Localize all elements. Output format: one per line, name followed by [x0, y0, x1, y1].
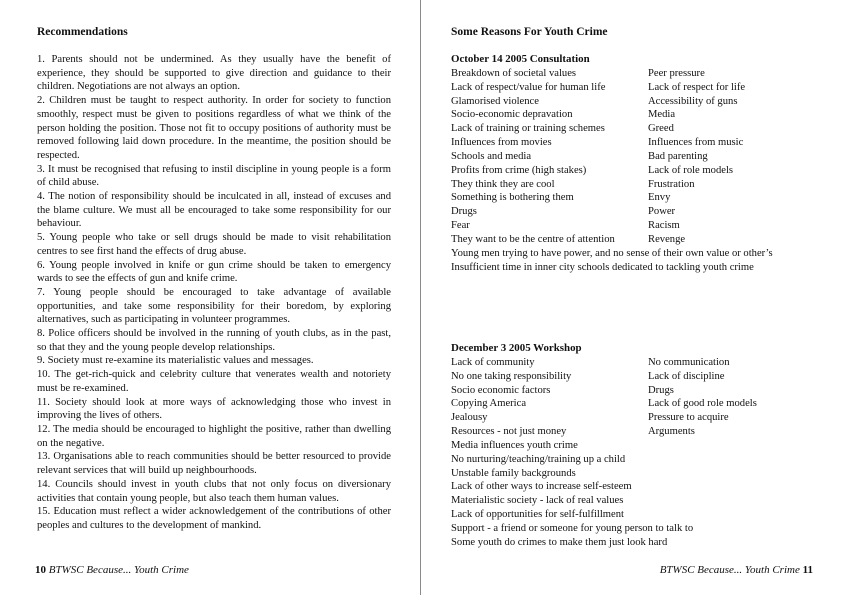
reason-item: Schools and media — [451, 150, 532, 162]
reason-item: Peer pressure — [648, 67, 705, 79]
reason-item: Materialistic society - lack of real values — [451, 495, 624, 507]
reason-item: No one taking responsibility — [451, 370, 572, 382]
reason-item: Copying America — [451, 398, 527, 410]
recommendations-list — [37, 53, 391, 533]
page-number: 10 — [35, 564, 46, 576]
recommendation-item: 2. Children must be taught to respect authority. In order for society to function smoothly, respect must be given to positions regardless of what we think of the person holding the position. Those not fit to occupy positions of authority must be removed following laid down procedure. In the meantime, the position should be respected. — [37, 95, 391, 161]
reason-item: Lack of discipline — [648, 370, 725, 382]
reason-item: Drugs — [648, 384, 674, 396]
recommendation-item: 8. Police officers should be involved in the running of youth clubs, as in the past, so that they and the young people develop relationships. — [37, 328, 391, 353]
consultation-full-items — [451, 247, 821, 275]
reason-item: Lack of community — [451, 356, 535, 368]
reason-item: Lack of other ways to increase self-esteem — [451, 481, 632, 493]
workshop-section — [451, 342, 821, 550]
recommendation-item: 5. Young people who take or sell drugs should be made to visit rehabilitation centres to see first hand the effects of drug abuse. — [37, 232, 391, 257]
workshop-full-items — [451, 439, 821, 550]
reason-item: Lack of respect/value for human life — [451, 81, 606, 93]
reason-item: Socio economic factors — [451, 384, 551, 396]
reason-item: Lack of opportunities for self-fulfillment — [451, 509, 624, 521]
footer-title: BTWSC Because... Youth Crime — [659, 564, 800, 576]
reason-item: Revenge — [648, 233, 686, 245]
reason-item: Breakdown of societal values — [451, 67, 577, 79]
recommendations-title: Recommendations — [37, 26, 128, 38]
page-number: 11 — [802, 564, 813, 576]
recommendation-item: 3. It must be recognised that refusing to instil discipline in young people is a form of child abuse. — [37, 163, 391, 189]
recommendation-item: 4. The notion of responsibility should be inculcated in all, instead of excuses and the blame culture. We must all be encouraged to take some responsibility for our behaviour. — [37, 191, 391, 230]
recommendation-item: 7. Young people should be encouraged to take advantage of available opportunities, and take some responsibility for their boredom, by exploring alternatives, such as participating in volunteer programmes. — [37, 286, 391, 326]
right-page-footer — [660, 563, 813, 577]
reason-item: Some youth do crimes to make them just look hard — [451, 536, 668, 548]
reason-item: Fear — [451, 220, 470, 232]
reason-item: No nurturing/teaching/training up a child — [451, 453, 626, 465]
recommendation-item: 11. Society should look at more ways of acknowledging those who invest in improving the lives of others. — [37, 396, 391, 422]
reason-item: Drugs — [451, 206, 477, 218]
reason-item: Bad parenting — [648, 150, 708, 162]
left-page-footer — [35, 563, 189, 577]
reason-item: Envy — [648, 192, 671, 204]
recommendation-item: 9. Society must re-examine its materialistic values and messages. — [37, 355, 314, 367]
reason-item: Lack of role models — [648, 164, 734, 176]
reason-item: Racism — [648, 220, 680, 232]
reason-item: Glamorised violence — [451, 95, 539, 107]
reason-item: Power — [648, 206, 676, 218]
reason-item: Influences from music — [648, 137, 744, 149]
recommendation-item: 12. The media should be encouraged to highlight the positive, rather than dwelling on the negative. — [37, 423, 391, 449]
reason-item: They think they are cool — [451, 178, 555, 190]
reason-item: Pressure to acquire — [648, 412, 729, 424]
reason-item: Support - a friend or someone for young person to talk to — [451, 522, 694, 534]
reason-item: Resources - not just money — [451, 426, 567, 438]
consultation-heading: October 14 2005 Consultation — [451, 53, 590, 65]
recommendation-item: 15. Education must reflect a wider acknowledgement of the contributions of other peoples and cultures to the development of mankind. — [37, 506, 391, 531]
reason-item: Young men trying to have power, and no sense of their own value or other’s — [451, 247, 773, 259]
footer-title: BTWSC Because... Youth Crime — [48, 564, 189, 576]
reason-item: Greed — [648, 123, 674, 135]
reason-item: Accessibility of guns — [648, 95, 738, 107]
right-page — [421, 0, 841, 595]
reason-item: Unstable family backgrounds — [451, 467, 576, 479]
workshop-grid — [451, 356, 821, 439]
recommendation-item: 13. Organisations able to reach communities should be better resourced to provide relevant services that will build up neighbourhoods. — [37, 451, 391, 477]
reason-item: Jealousy — [451, 412, 488, 424]
consultation-section — [451, 53, 821, 275]
consultation-grid — [451, 67, 821, 247]
recommendation-item: 10. The get-rich-quick and celebrity culture that venerates wealth and notoriety must be re-examined. — [37, 369, 391, 394]
reasons-title: Some Reasons For Youth Crime — [451, 26, 608, 38]
reason-item: Something is bothering them — [451, 192, 574, 204]
reason-item: They want to be the centre of attention — [451, 233, 615, 245]
reason-item: Influences from movies — [451, 137, 552, 149]
reason-item: Media — [648, 109, 676, 121]
reason-item: Insufficient time in inner city schools dedicated to tackling youth crime — [451, 261, 754, 273]
reason-item: Profits from crime (high stakes) — [451, 164, 587, 176]
reason-item: Frustration — [648, 178, 695, 190]
recommendation-item: 6. Young people involved in knife or gun crime should be taken to emergency wards to see the effects of gun and knife crime. — [37, 259, 391, 285]
reason-item: Socio-economic depravation — [451, 109, 573, 121]
reason-item: No communication — [648, 356, 730, 368]
left-page — [0, 0, 420, 595]
reason-item: Media influences youth crime — [451, 439, 578, 451]
recommendation-item: 1. Parents should not be undermined. As they usually have the benefit of experience, they should be supported to give direction and guidance to their children. Negotiations are not always an option. — [37, 54, 391, 93]
reason-item: Lack of good role models — [648, 398, 757, 410]
recommendation-item: 14. Councils should invest in youth clubs that not only focus on diversionary activities that contain young people, but also teach them human values. — [37, 478, 391, 504]
workshop-heading: December 3 2005 Workshop — [451, 342, 582, 354]
reason-item: Lack of training or training schemes — [451, 123, 605, 135]
reason-item: Arguments — [648, 426, 695, 438]
reason-item: Lack of respect for life — [648, 81, 746, 93]
